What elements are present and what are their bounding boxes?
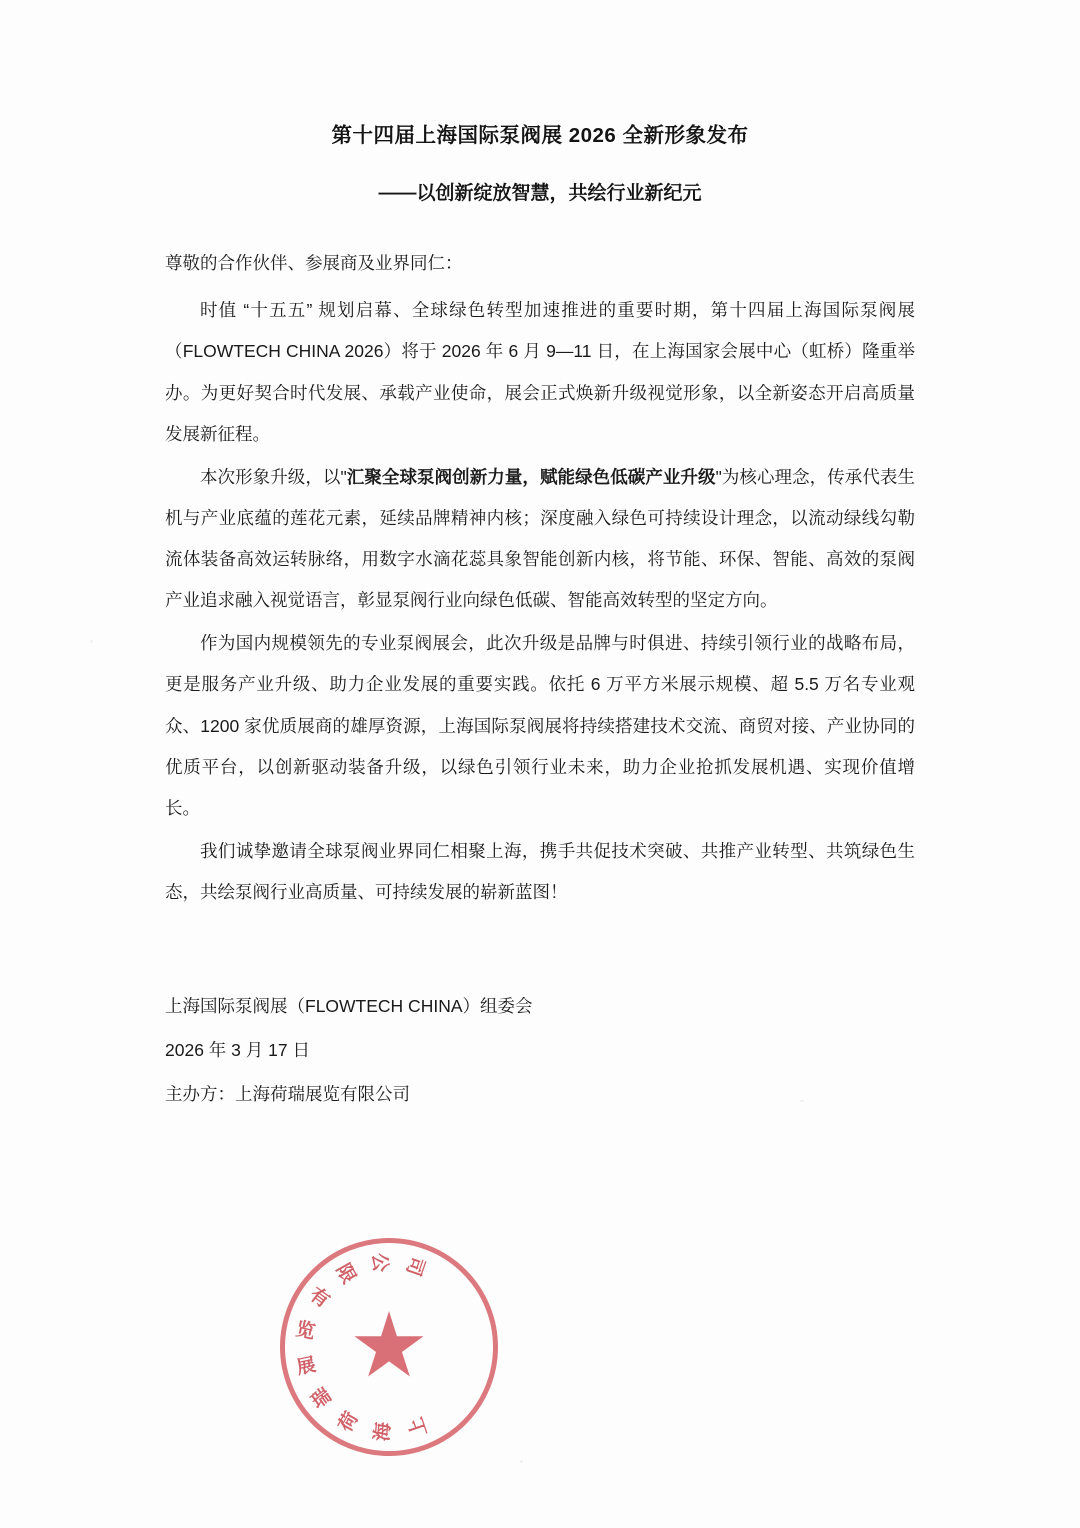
company-seal-stamp: [280, 1238, 498, 1456]
signature-organization: 上海国际泵阀展（FLOWTECH CHINA）组委会: [165, 996, 533, 1017]
page-subtitle: ——以创新绽放智慧，共绘行业新纪元: [378, 182, 702, 204]
salutation: 尊敬的合作伙伴、参展商及业界同仁：: [165, 253, 463, 274]
paper-speck: [90, 640, 93, 643]
body-paragraph-4: 我们诚挚邀请全球泵阀业界同仁相聚上海，携手共促技术突破、共推产业转型、共筑绿色生态，共绘泵阀行业高质量、可持续发展的崭新蓝图！: [165, 840, 915, 903]
paper-speck: [800, 1100, 804, 1102]
signature-block: [165, 985, 915, 1116]
page-title: 第十四届上海国际泵阀展 2026 全新形象发布: [331, 124, 749, 147]
signature-organizer: 主办方：上海荷瑞展览有限公司: [165, 1083, 410, 1104]
body-paragraph-1: 时值 “十五五” 规划启幕、全球绿色转型加速推进的重要时期，第十四届上海国际泵阀展（FLOWTECH CHINA 2026）将于 2026 年 6 月 9—11 日，在上海国家会展中心（虹桥）隆重举办。为更好契合时代发展、承载产业使命，展会正式焕新升级视觉形象，以全新姿态开启高质量发展新征程。: [165, 300, 915, 444]
signature-date: 2026 年 3 月 17 日: [165, 1039, 310, 1060]
body-paragraph-3: 作为国内规模领先的专业泵阀展会，此次升级是品牌与时俱进、持续引领行业的战略布局，更是服务产业升级、助力企业发展的重要实践。依托 6 万平方米展示规模、超 5.5 万名专业观众、1200 家优质展商的雄厚资源，上海国际泵阀展将持续搭建技术交流、商贸对接、产业协同的优质平台，以创新驱动装备升级，以绿色引领行业未来，助力企业抢抓发展机遇、实现价值增长。: [165, 633, 915, 818]
body-paragraph-2: 本次形象升级，以"汇聚全球泵阀创新力量，赋能绿色低碳产业升级"为核心理念，传承代表生机与产业底蕴的莲花元素，延续品牌精神内核；深度融入绿色可持续设计理念，以流动绿线勾勒流体装备高效运转脉络，用数字水滴花蕊具象智能创新内核，将节能、环保、智能、高效的泵阀产业追求融入视觉语言，彰显泵阀行业向绿色低碳、智能高效转型的坚定方向。: [165, 466, 915, 611]
seal-ring: [280, 1238, 498, 1456]
seal-star-icon: [353, 1311, 425, 1383]
paper-speck: [520, 1460, 523, 1463]
seal-arc-text: 上 海 荷 瑞 展 览 有 限 公 司: [293, 1252, 432, 1443]
